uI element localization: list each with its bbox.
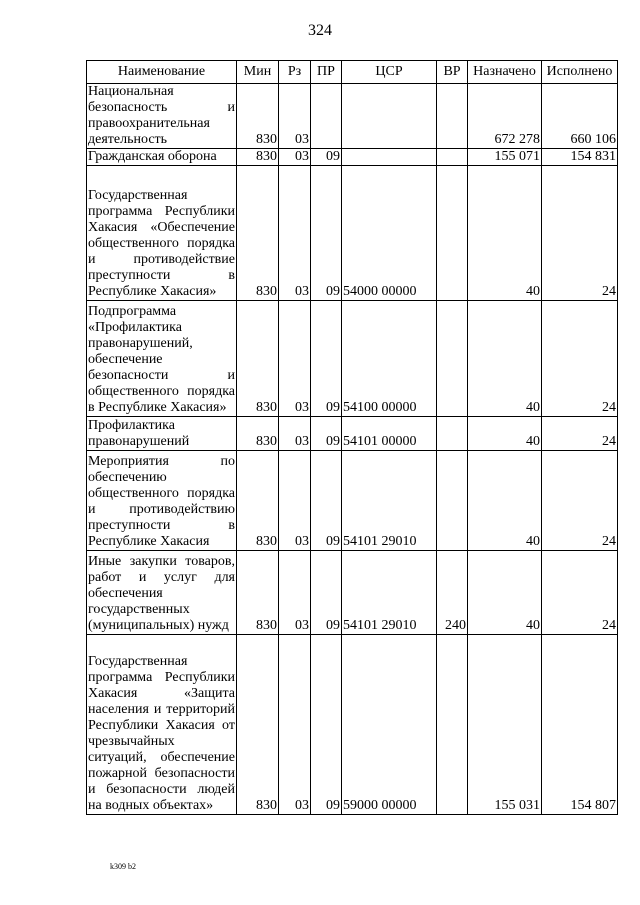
row-min: 830 [237,166,279,301]
row-min: 830 [237,149,279,166]
row-name: Государственная программа Республики Хакасия «Защита населения и территорий Республики Хакасия от чрезвычайных ситуаций, обеспечение пожарной безопасности и безопасности людей на водных объектах» [87,635,237,815]
row-min: 830 [237,84,279,149]
row-rz: 03 [279,551,311,635]
row-executed: 24 [542,301,618,417]
row-csr: 54100 00000 [342,301,437,417]
column-header-csr: ЦСР [342,61,437,84]
row-name: Иные закупки товаров, работ и услуг для обеспечения государственных (муниципальных) нужд [87,551,237,635]
row-pr: 09 [311,417,342,451]
row-rz: 03 [279,417,311,451]
row-vr [437,149,468,166]
row-assigned: 155 071 [468,149,542,166]
row-vr [437,166,468,301]
row-assigned: 40 [468,451,542,551]
row-rz: 03 [279,301,311,417]
footer-code: k309 b2 [110,862,136,871]
row-executed: 24 [542,417,618,451]
column-header-vr: ВР [437,61,468,84]
row-min: 830 [237,635,279,815]
row-name: Подпрограмма «Профилактика правонарушений, обеспечение безопасности и общественного порядка в Республике Хакасия» [87,301,237,417]
row-csr [342,84,437,149]
row-vr: 240 [437,551,468,635]
row-executed: 24 [542,451,618,551]
row-min: 830 [237,301,279,417]
row-executed: 154 807 [542,635,618,815]
table-row [87,84,618,149]
row-vr [437,451,468,551]
row-assigned: 40 [468,301,542,417]
page-number: 324 [308,22,332,39]
row-executed: 24 [542,166,618,301]
row-csr: 54101 29010 [342,551,437,635]
row-pr: 09 [311,149,342,166]
table-row [87,451,618,551]
row-vr [437,84,468,149]
column-header-name: Наименование [87,61,237,84]
column-header-pr: ПР [311,61,342,84]
row-assigned: 155 031 [468,635,542,815]
row-csr: 54101 00000 [342,417,437,451]
row-name: Государственная программа Республики Хакасия «Обеспечение общественного порядка и противодействие преступности в Республике Хакасия» [87,166,237,301]
row-min: 830 [237,551,279,635]
row-csr: 54000 00000 [342,166,437,301]
row-executed: 24 [542,551,618,635]
row-csr: 59000 00000 [342,635,437,815]
budget-table [86,60,618,815]
table-row [87,301,618,417]
row-csr: 54101 29010 [342,451,437,551]
row-rz: 03 [279,84,311,149]
row-executed: 154 831 [542,149,618,166]
row-rz: 03 [279,635,311,815]
row-assigned: 40 [468,166,542,301]
table-row [87,417,618,451]
row-executed: 660 106 [542,84,618,149]
row-assigned: 672 278 [468,84,542,149]
table-row [87,166,618,301]
row-assigned: 40 [468,417,542,451]
row-name: Мероприятия по обеспечению общественного порядка и противодействию преступности в Республике Хакасия [87,451,237,551]
row-min: 830 [237,451,279,551]
table-header-row [87,61,618,84]
column-header-rz: Рз [279,61,311,84]
row-name: Гражданская оборона [87,149,237,166]
row-name: Профилактика правонарушений [87,417,237,451]
table-row [87,635,618,815]
row-name: Национальная безопасность и правоохранительная деятельность [88,84,235,147]
row-pr: 09 [311,635,342,815]
column-header-min: Мин [237,61,279,84]
row-rz: 03 [279,451,311,551]
row-pr: 09 [311,166,342,301]
row-vr [437,301,468,417]
column-header-assigned: Назначено [468,61,542,84]
row-csr [342,149,437,166]
table-row [87,149,618,166]
column-header-executed: Исполнено [542,61,618,84]
row-rz: 03 [279,149,311,166]
table-row [87,551,618,635]
row-vr [437,417,468,451]
row-pr: 09 [311,301,342,417]
row-pr: 09 [311,451,342,551]
row-min: 830 [237,417,279,451]
row-rz: 03 [279,166,311,301]
row-pr [311,84,342,149]
row-vr [437,635,468,815]
row-assigned: 40 [468,551,542,635]
row-pr: 09 [311,551,342,635]
